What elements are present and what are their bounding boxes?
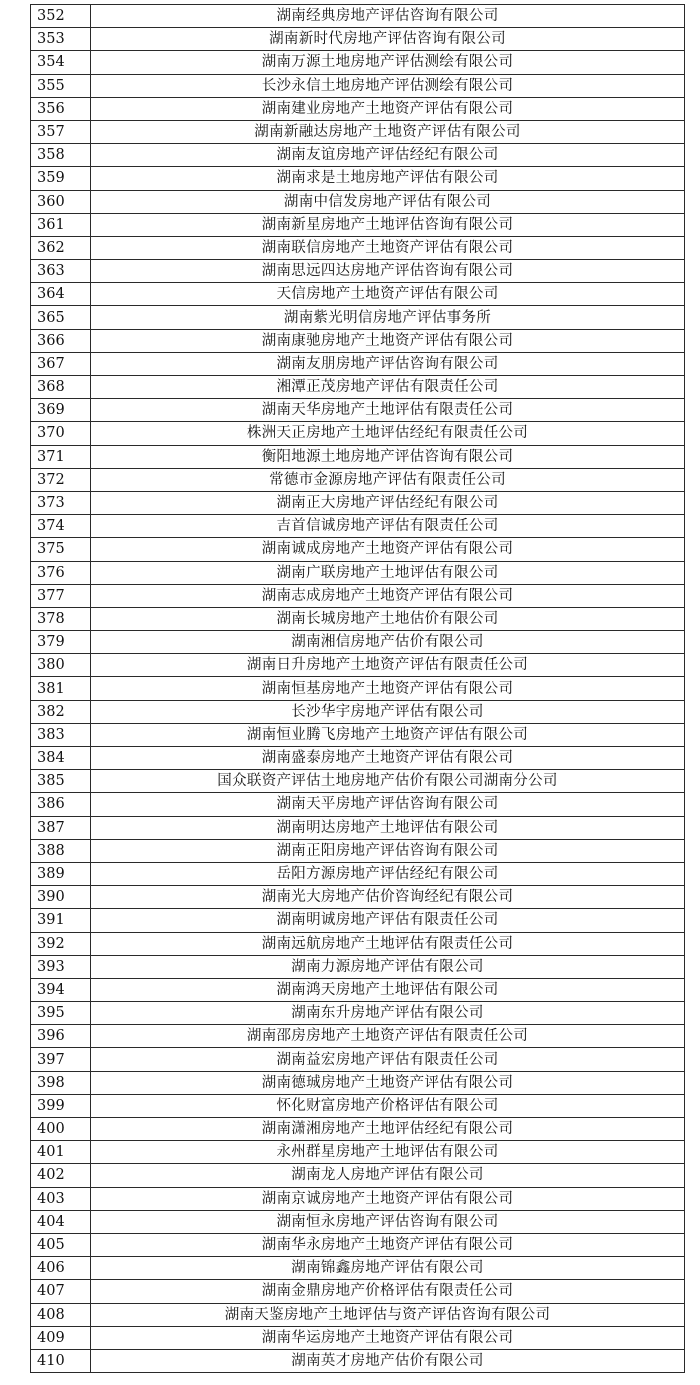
company-name-cell: 湖南明诚房地产评估有限责任公司 <box>91 909 685 932</box>
company-name-cell: 湖南求是土地房地产评估有限公司 <box>91 167 685 190</box>
table-row <box>31 1002 685 1025</box>
row-number-cell: 404 <box>31 1210 91 1233</box>
table-row <box>31 1257 685 1280</box>
company-name-cell: 湖南远航房地产土地评估有限责任公司 <box>91 932 685 955</box>
table-row <box>31 399 685 422</box>
row-number-cell: 382 <box>31 700 91 723</box>
table-row <box>31 515 685 538</box>
table-row <box>31 909 685 932</box>
table-row <box>31 1303 685 1326</box>
row-number-cell: 379 <box>31 631 91 654</box>
row-number-cell: 401 <box>31 1141 91 1164</box>
company-name-cell: 湖南光大房地产估价咨询经纪有限公司 <box>91 886 685 909</box>
company-name-cell: 湖南紫光明信房地产评估事务所 <box>91 306 685 329</box>
row-number-cell: 374 <box>31 515 91 538</box>
table-row <box>31 955 685 978</box>
row-number-cell: 400 <box>31 1118 91 1141</box>
table-row <box>31 1187 685 1210</box>
row-number-cell: 399 <box>31 1094 91 1117</box>
company-name-cell: 常德市金源房地产评估有限责任公司 <box>91 468 685 491</box>
company-name-cell: 湖南建业房地产土地资产评估有限公司 <box>91 97 685 120</box>
company-name-cell: 湖南中信发房地产评估有限公司 <box>91 190 685 213</box>
row-number-cell: 392 <box>31 932 91 955</box>
company-name-cell: 湖南鸿天房地产土地评估有限公司 <box>91 978 685 1001</box>
company-name-cell: 岳阳方源房地产评估经纪有限公司 <box>91 862 685 885</box>
table-row <box>31 283 685 306</box>
table-row <box>31 770 685 793</box>
row-number-cell: 385 <box>31 770 91 793</box>
table-row <box>31 793 685 816</box>
company-name-cell: 湖南经典房地产评估咨询有限公司 <box>91 5 685 28</box>
company-name-cell: 湖南华永房地产土地资产评估有限公司 <box>91 1233 685 1256</box>
table-row <box>31 1048 685 1071</box>
table-row <box>31 1280 685 1303</box>
row-number-cell: 365 <box>31 306 91 329</box>
table-row <box>31 677 685 700</box>
table-row <box>31 978 685 1001</box>
row-number-cell: 364 <box>31 283 91 306</box>
table-row <box>31 167 685 190</box>
row-number-cell: 359 <box>31 167 91 190</box>
table-row <box>31 468 685 491</box>
table-row <box>31 607 685 630</box>
row-number-cell: 355 <box>31 74 91 97</box>
company-name-cell: 天信房地产土地资产评估有限公司 <box>91 283 685 306</box>
row-number-cell: 403 <box>31 1187 91 1210</box>
row-number-cell: 393 <box>31 955 91 978</box>
table-row <box>31 376 685 399</box>
company-name-cell: 湖南长城房地产土地估价有限公司 <box>91 607 685 630</box>
table-row <box>31 51 685 74</box>
table-row <box>31 352 685 375</box>
row-number-cell: 358 <box>31 144 91 167</box>
row-number-cell: 373 <box>31 491 91 514</box>
company-name-cell: 湖南龙人房地产评估有限公司 <box>91 1164 685 1187</box>
company-name-cell: 湖南友朋房地产评估咨询有限公司 <box>91 352 685 375</box>
company-name-cell: 湖南广联房地产土地评估有限公司 <box>91 561 685 584</box>
row-number-cell: 383 <box>31 723 91 746</box>
company-name-cell: 湖南新时代房地产评估咨询有限公司 <box>91 28 685 51</box>
table-row <box>31 306 685 329</box>
table-row <box>31 28 685 51</box>
company-name-cell: 湖南湘信房地产估价有限公司 <box>91 631 685 654</box>
company-list-table-wrapper <box>30 4 684 1373</box>
company-name-cell: 国众联资产评估土地房地产估价有限公司湖南分公司 <box>91 770 685 793</box>
table-row <box>31 839 685 862</box>
company-name-cell: 湖南新星房地产土地评估咨询有限公司 <box>91 213 685 236</box>
row-number-cell: 361 <box>31 213 91 236</box>
company-name-cell: 湖南新融达房地产土地资产评估有限公司 <box>91 120 685 143</box>
company-name-cell: 湖南恒永房地产评估咨询有限公司 <box>91 1210 685 1233</box>
table-row <box>31 631 685 654</box>
table-row <box>31 1233 685 1256</box>
row-number-cell: 353 <box>31 28 91 51</box>
company-name-cell: 湖南东升房地产评估有限公司 <box>91 1002 685 1025</box>
row-number-cell: 360 <box>31 190 91 213</box>
company-name-cell: 湖南力源房地产评估有限公司 <box>91 955 685 978</box>
row-number-cell: 409 <box>31 1326 91 1349</box>
company-name-cell: 湖南益宏房地产评估有限责任公司 <box>91 1048 685 1071</box>
table-row <box>31 1118 685 1141</box>
company-name-cell: 永州群星房地产土地评估有限公司 <box>91 1141 685 1164</box>
table-row <box>31 1071 685 1094</box>
row-number-cell: 375 <box>31 538 91 561</box>
company-name-cell: 衡阳地源土地房地产评估咨询有限公司 <box>91 445 685 468</box>
table-row <box>31 97 685 120</box>
row-number-cell: 366 <box>31 329 91 352</box>
row-number-cell: 384 <box>31 747 91 770</box>
row-number-cell: 394 <box>31 978 91 1001</box>
company-name-cell: 湖南金鼎房地产价格评估有限责任公司 <box>91 1280 685 1303</box>
row-number-cell: 396 <box>31 1025 91 1048</box>
row-number-cell: 354 <box>31 51 91 74</box>
company-name-cell: 湖南德珹房地产土地资产评估有限公司 <box>91 1071 685 1094</box>
company-name-cell: 湖南志成房地产土地资产评估有限公司 <box>91 584 685 607</box>
company-name-cell: 湖南京诚房地产土地资产评估有限公司 <box>91 1187 685 1210</box>
company-name-cell: 湖南天华房地产土地评估有限责任公司 <box>91 399 685 422</box>
company-name-cell: 湖南恒基房地产土地资产评估有限公司 <box>91 677 685 700</box>
table-row <box>31 1141 685 1164</box>
company-list-table <box>30 4 685 1373</box>
table-row <box>31 1210 685 1233</box>
table-row <box>31 584 685 607</box>
table-row <box>31 862 685 885</box>
table-row <box>31 190 685 213</box>
company-name-cell: 湘潭正茂房地产评估有限责任公司 <box>91 376 685 399</box>
company-name-cell: 吉首信诚房地产评估有限责任公司 <box>91 515 685 538</box>
table-row <box>31 329 685 352</box>
company-name-cell: 湖南正大房地产评估经纪有限公司 <box>91 491 685 514</box>
row-number-cell: 381 <box>31 677 91 700</box>
row-number-cell: 372 <box>31 468 91 491</box>
table-row <box>31 561 685 584</box>
company-name-cell: 湖南恒业腾飞房地产土地资产评估有限公司 <box>91 723 685 746</box>
company-name-cell: 湖南天鉴房地产土地评估与资产评估咨询有限公司 <box>91 1303 685 1326</box>
company-name-cell: 湖南友谊房地产评估经纪有限公司 <box>91 144 685 167</box>
company-name-cell: 湖南诚成房地产土地资产评估有限公司 <box>91 538 685 561</box>
table-row <box>31 445 685 468</box>
company-name-cell: 湖南思远四达房地产评估咨询有限公司 <box>91 260 685 283</box>
table-body <box>31 5 685 1373</box>
table-row <box>31 538 685 561</box>
row-number-cell: 389 <box>31 862 91 885</box>
table-row <box>31 1164 685 1187</box>
table-row <box>31 213 685 236</box>
company-name-cell: 湖南日升房地产土地资产评估有限责任公司 <box>91 654 685 677</box>
table-row <box>31 747 685 770</box>
table-row <box>31 144 685 167</box>
table-row <box>31 1094 685 1117</box>
row-number-cell: 402 <box>31 1164 91 1187</box>
company-name-cell: 湖南联信房地产土地资产评估有限公司 <box>91 236 685 259</box>
company-name-cell: 湖南正阳房地产评估咨询有限公司 <box>91 839 685 862</box>
company-name-cell: 湖南万源土地房地产评估测绘有限公司 <box>91 51 685 74</box>
row-number-cell: 363 <box>31 260 91 283</box>
row-number-cell: 388 <box>31 839 91 862</box>
row-number-cell: 369 <box>31 399 91 422</box>
row-number-cell: 368 <box>31 376 91 399</box>
table-row <box>31 491 685 514</box>
table-row <box>31 816 685 839</box>
row-number-cell: 376 <box>31 561 91 584</box>
company-name-cell: 湖南天平房地产评估咨询有限公司 <box>91 793 685 816</box>
company-name-cell: 湖南康驰房地产土地资产评估有限公司 <box>91 329 685 352</box>
company-name-cell: 长沙华宇房地产评估有限公司 <box>91 700 685 723</box>
table-row <box>31 422 685 445</box>
row-number-cell: 380 <box>31 654 91 677</box>
row-number-cell: 370 <box>31 422 91 445</box>
table-row <box>31 886 685 909</box>
row-number-cell: 397 <box>31 1048 91 1071</box>
company-name-cell: 湖南潇湘房地产土地评估经纪有限公司 <box>91 1118 685 1141</box>
company-name-cell: 湖南锦鑫房地产评估有限公司 <box>91 1257 685 1280</box>
row-number-cell: 357 <box>31 120 91 143</box>
company-name-cell: 湖南邵房房地产土地资产评估有限责任公司 <box>91 1025 685 1048</box>
table-row <box>31 120 685 143</box>
row-number-cell: 406 <box>31 1257 91 1280</box>
company-name-cell: 湖南明达房地产土地评估有限公司 <box>91 816 685 839</box>
table-row <box>31 723 685 746</box>
row-number-cell: 367 <box>31 352 91 375</box>
row-number-cell: 410 <box>31 1349 91 1372</box>
row-number-cell: 362 <box>31 236 91 259</box>
table-row <box>31 1349 685 1372</box>
company-name-cell: 长沙永信土地房地产评估测绘有限公司 <box>91 74 685 97</box>
row-number-cell: 398 <box>31 1071 91 1094</box>
company-name-cell: 湖南华运房地产土地资产评估有限公司 <box>91 1326 685 1349</box>
row-number-cell: 387 <box>31 816 91 839</box>
table-row <box>31 236 685 259</box>
company-name-cell: 怀化财富房地产价格评估有限公司 <box>91 1094 685 1117</box>
row-number-cell: 408 <box>31 1303 91 1326</box>
table-row <box>31 1326 685 1349</box>
row-number-cell: 356 <box>31 97 91 120</box>
company-name-cell: 株洲天正房地产土地评估经纪有限责任公司 <box>91 422 685 445</box>
table-row <box>31 654 685 677</box>
company-name-cell: 湖南英才房地产估价有限公司 <box>91 1349 685 1372</box>
row-number-cell: 378 <box>31 607 91 630</box>
row-number-cell: 407 <box>31 1280 91 1303</box>
row-number-cell: 391 <box>31 909 91 932</box>
table-row <box>31 1025 685 1048</box>
row-number-cell: 405 <box>31 1233 91 1256</box>
table-row <box>31 700 685 723</box>
table-row <box>31 74 685 97</box>
row-number-cell: 395 <box>31 1002 91 1025</box>
row-number-cell: 352 <box>31 5 91 28</box>
row-number-cell: 371 <box>31 445 91 468</box>
company-name-cell: 湖南盛泰房地产土地资产评估有限公司 <box>91 747 685 770</box>
row-number-cell: 386 <box>31 793 91 816</box>
table-row <box>31 5 685 28</box>
row-number-cell: 377 <box>31 584 91 607</box>
table-row <box>31 260 685 283</box>
table-row <box>31 932 685 955</box>
row-number-cell: 390 <box>31 886 91 909</box>
